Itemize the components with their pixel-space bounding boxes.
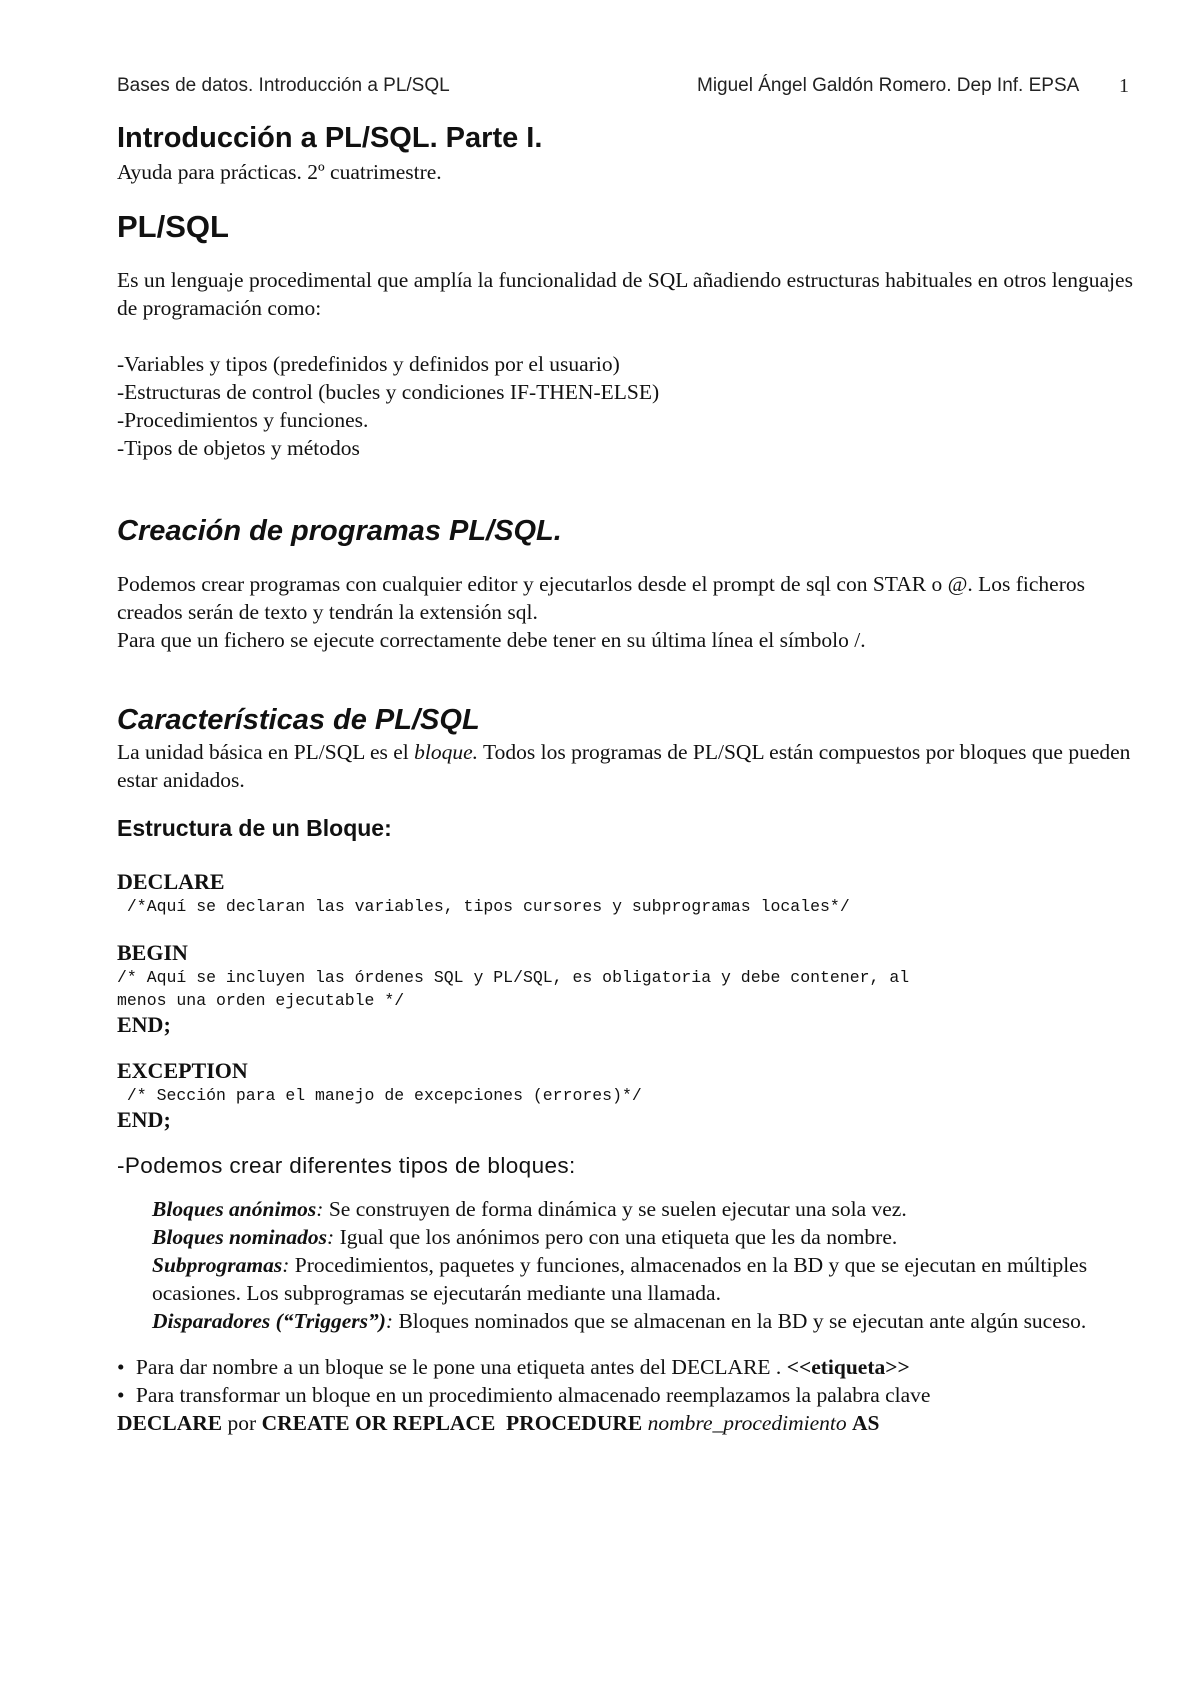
feature-item: -Estructuras de control (bucles y condiciones IF-THEN-ELSE)	[117, 380, 660, 404]
note-text: Para dar nombre a un bloque se le pone una etiqueta antes del DECLARE .	[135, 1355, 787, 1379]
block-type-description: Se construyen de forma dinámica y se suelen ejecutar una sola vez.	[328, 1197, 907, 1221]
block-type-item	[152, 1223, 1157, 1251]
begin-comment-line-2: menos una orden ejecutable */	[117, 991, 405, 1010]
plsql-intro-paragraph: Es un lenguaje procedimental que amplía la funcionalidad de SQL añadiendo estructuras habituales en otros lenguajes de programación como:	[117, 268, 1133, 320]
block-type-separator: :	[282, 1253, 295, 1277]
block-structure-code	[117, 869, 1157, 1133]
caracteristicas-term-bloque: bloque.	[414, 740, 479, 764]
block-type-term: Disparadores (“Triggers”)	[152, 1309, 386, 1333]
document-body	[117, 120, 1157, 1437]
block-type-separator: :	[316, 1197, 329, 1221]
block-type-item	[152, 1195, 1157, 1223]
running-header-left: Bases de datos. Introducción a PL/SQL	[117, 75, 450, 96]
block-type-item	[152, 1251, 1152, 1307]
keyword-exception: EXCEPTION	[117, 1058, 248, 1083]
block-type-term: Bloques anónimos	[152, 1197, 317, 1221]
keyword-declare: DECLARE	[117, 869, 225, 894]
notes-list	[117, 1353, 1157, 1437]
document-title: Introducción a PL/SQL. Parte I.	[117, 122, 543, 154]
caracteristicas-text-b: Todos los programas de PL/SQL están compuestos por bloques que pueden estar anidados.	[117, 740, 1131, 792]
procedure-name-placeholder: nombre_procedimiento	[647, 1411, 847, 1435]
note-text: por	[222, 1411, 262, 1435]
keyword-begin: BEGIN	[117, 940, 188, 965]
keyword-declare: DECLARE	[117, 1411, 223, 1435]
note-text: Para transformar un bloque en un procedimiento almacenado reemplazamos la palabra clave	[135, 1383, 931, 1407]
block-type-description: Igual que los anónimos pero con una etiqueta que les da nombre.	[339, 1225, 898, 1249]
subheading-estructura: Estructura de un Bloque:	[117, 815, 392, 841]
running-header-right: Miguel Ángel Galdón Romero. Dep Inf. EPSA	[697, 75, 1080, 96]
block-type-description: Procedimientos, paquetes y funciones, almacenados en la BD y que se ejecutan en múltiples ocasiones. Los subprogramas se ejecutarán mediante una llamada.	[152, 1253, 1088, 1305]
block-type-term: Subprogramas	[152, 1253, 283, 1277]
declare-comment: /*Aquí se declaran las variables, tipos cursores y subprogramas locales*/	[117, 897, 850, 916]
feature-item: -Procedimientos y funciones.	[117, 408, 369, 432]
note-item	[117, 1353, 1157, 1381]
keyword-as: AS	[852, 1411, 880, 1435]
note-label-etiqueta: <<etiqueta>>	[786, 1355, 910, 1379]
block-type-separator: :	[385, 1309, 399, 1333]
block-type-description: Bloques nominados que se almacenan en la BD y se ejecutan ante algún suceso.	[398, 1309, 1087, 1333]
keyword-end: END;	[117, 1107, 171, 1132]
keyword-end: END;	[117, 1012, 171, 1037]
feature-item: -Tipos de objetos y métodos	[117, 436, 360, 460]
page-number: 1	[1119, 75, 1129, 97]
caracteristicas-paragraph	[117, 738, 1162, 794]
exception-comment: /* Sección para el manejo de excepciones (errores)*/	[117, 1086, 642, 1105]
note-item	[117, 1381, 1157, 1409]
block-types-intro: -Podemos crear diferentes tipos de bloques:	[117, 1153, 576, 1178]
block-type-term: Bloques nominados	[152, 1225, 328, 1249]
feature-item: -Variables y tipos (predefinidos y definidos por el usuario)	[117, 352, 620, 376]
begin-comment-line-1: /* Aquí se incluyen las órdenes SQL y PL/SQL, es obligatoria y debe contener, al	[117, 968, 910, 987]
document-subtitle: Ayuda para prácticas. 2º cuatrimestre.	[117, 160, 442, 184]
keyword-create-procedure: CREATE OR REPLACE PROCEDURE	[261, 1411, 643, 1435]
section-heading-caracteristicas: Características de PL/SQL	[117, 704, 480, 736]
section-heading-plsql: PL/SQL	[117, 209, 229, 244]
creacion-paragraph-2: Para que un fichero se ejecute correctamente debe tener en su última línea el símbolo /.	[117, 628, 866, 652]
section-heading-creacion: Creación de programas PL/SQL.	[117, 515, 562, 547]
caracteristicas-text-a: La unidad básica en PL/SQL es el	[117, 740, 415, 764]
block-type-separator: :	[327, 1225, 340, 1249]
block-types-list	[117, 1195, 1157, 1335]
creacion-paragraph: Podemos crear programas con cualquier editor y ejecutarlos desde el prompt de sql con STAR o @. Los ficheros creados serán de texto y tendrán la extensión sql.	[117, 572, 1085, 624]
feature-list	[117, 350, 1157, 462]
block-type-item	[152, 1307, 1152, 1335]
note-continuation	[117, 1409, 1157, 1437]
